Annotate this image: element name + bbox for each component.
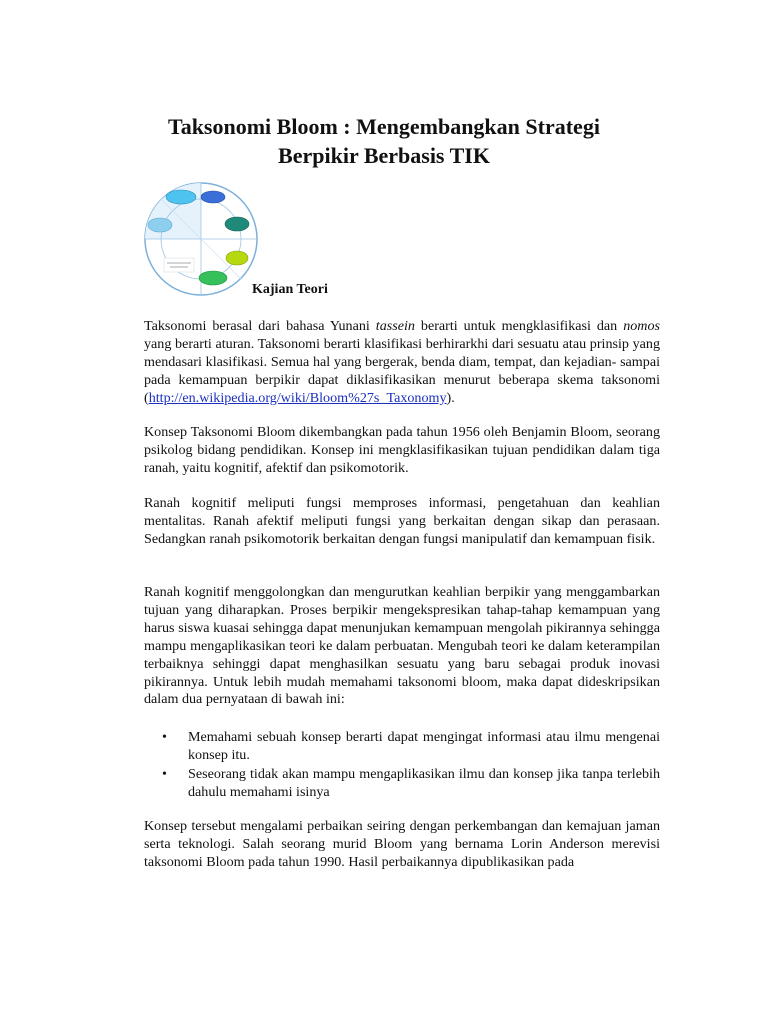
title-line-1: Taksonomi Bloom : Mengembangkan Strategi xyxy=(168,114,600,139)
wheel-ellipse-light xyxy=(148,218,172,232)
paragraph-5 xyxy=(144,818,660,872)
paragraph-1-part-c: yang berarti aturan. Taksonomi berarti klasifikasi berhirarkhi dari sesuatu atau prinsip yang mendasari klasifikasi. Semua hal yang bergerak, benda diam, tempat, dan kejadian- sampai pada kemampuan berpikir dapat diklasifikasikan menurut beberapa skema taksonomi ( xyxy=(144,335,660,406)
paragraph-1-part-d: ). xyxy=(446,389,455,406)
wheel-ellipse-blue xyxy=(201,191,225,203)
paragraph-3 xyxy=(144,495,660,549)
bullet-icon: • xyxy=(162,729,167,745)
paragraph-1 xyxy=(144,318,660,408)
wheel-ellipse-cyan xyxy=(166,190,196,204)
paragraph-4-text: Ranah kognitif menggolongkan dan mengurutkan keahlian berpikir yang menggambarkan tujuan yang diharapkan. Proses berpikir mengekspresikan tahap-tahap kemampuan yang harus siswa kuasai sehingga dapat menunjukan kemampuan mengolah pikirannya sehingga mampu mengaplikasikan teori ke dalam perbuatan. Mengubah teori ke dalam keterampilan terbaiknya sehinggi dapat menghasilkan sesuatu yang baru sebagai produk inovasi pikirannya. Untuk lebih mudah memahami taksonomi bloom, maka dapat dideskripsikan dalam dua pernyataan di bawah ini: xyxy=(144,584,660,708)
paragraph-2-text: Konsep Taksonomi Bloom dikembangkan pada tahun 1956 oleh Benjamin Bloom, seorang psikolog bidang pendidikan. Konsep ini mengklasifikasikan tujuan pendidikan dalam tiga ranah, yaitu kognitif, afektif dan psikomotorik. xyxy=(144,424,660,476)
bullet-list xyxy=(144,729,660,803)
list-item-text: Seseorang tidak akan mampu mengaplikasikan ilmu dan konsep jika tanpa terlebih dahulu memahami isinya xyxy=(188,765,660,800)
wheel-ellipse-lime xyxy=(226,251,248,265)
section-heading: Kajian Teori xyxy=(252,282,328,297)
paragraph-1-part-a: Taksonomi berasal dari bahasa Yunani xyxy=(144,318,376,334)
title-line-2: Berpikir Berbasis TIK xyxy=(278,143,490,168)
list-item xyxy=(144,766,660,802)
italic-term-nomos: nomos xyxy=(623,318,660,334)
italic-term-tassein: tassein xyxy=(375,318,415,334)
list-item xyxy=(144,729,660,765)
wheel-ellipse-teal xyxy=(225,217,249,231)
paragraph-1-part-b: berarti untuk mengklasifikasi dan xyxy=(414,318,624,334)
list-item-text: Memahami sebuah konsep berarti dapat mengingat informasi atau ilmu mengenai konsep itu. xyxy=(188,729,660,763)
paragraph-2 xyxy=(144,424,660,478)
wheel-ellipse-green xyxy=(199,271,227,285)
paragraph-3-text: Ranah kognitif meliputi fungsi memproses informasi, pengetahuan dan keahlian mentalitas. Ranah afektif meliputi fungsi yang berkaitan dengan sikap dan perasaan. Sedangkan ranah psikomotorik berkaitan dengan fungsi manipulatif dan kemampuan fisik. xyxy=(144,495,660,547)
paragraph-4 xyxy=(144,584,660,709)
wheel-caption-box xyxy=(164,258,194,272)
bullet-icon: • xyxy=(162,765,167,782)
document-title xyxy=(100,112,668,170)
wikipedia-link[interactable]: http://en.wikipedia.org/wiki/Bloom%27s_Taxonomy xyxy=(148,389,447,406)
paragraph-5-text: Konsep tersebut mengalami perbaikan seiring dengan perkembangan dan kemajuan jaman serta teknologi. Salah seorang murid Bloom yang bernama Lorin Anderson merevisi taksonomi Bloom pada tahun 1990. Hasil perbaikannya dipublikasikan pada xyxy=(144,818,660,870)
bloom-wheel-diagram xyxy=(142,180,260,298)
paragraph-1-text xyxy=(144,318,660,408)
